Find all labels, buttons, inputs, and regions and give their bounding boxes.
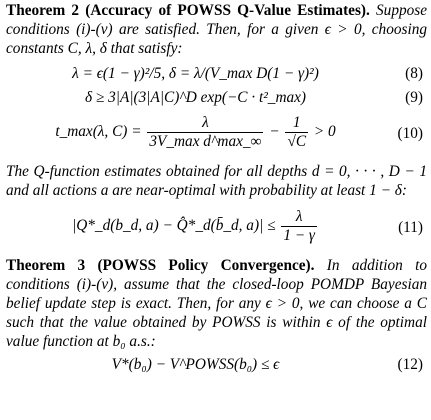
equation-8-body: λ = ϵ(1 − γ)²/5, δ = λ/(V_max D(1 − γ)²) [72,65,319,82]
theorem-2-label: Theorem 2 [6,2,80,19]
equation-12-number: (12) [397,356,423,373]
theorem-3-title: (POWSS Policy Convergence). [97,257,315,274]
equation-11 [6,206,427,250]
equation-10-fraction-2-denominator: √C [287,133,307,150]
equation-10-number: (10) [397,125,423,142]
equation-12 [6,355,427,377]
theorem-2-result: The Q-function estimates obtained for all depths d = 0, · · · , D − 1 and all actions a are near-optimal with probability at least 1 − δ: [6,163,427,199]
equation-12-body: V*(b₀) − V^POWSS(b₀) ≤ ϵ [111,356,280,373]
equation-11-body [6,208,385,245]
equation-11-fraction-denominator: 1 − γ [283,227,315,244]
equation-10-fraction-2 [285,114,308,151]
equation-10-body: t_max(λ, C) = $\frac{\lambda}{\text{3V\_max d\textasciicircum{}max\_∞}}$ − $\frac{1}{√C}$ > 0 [55,114,336,150]
equation-8-number: (8) [405,65,423,82]
equation-9-body: δ ≥ 3|A|(3|A|C)^D exp(−C · t²_max) [84,89,307,106]
equation-10 [6,112,427,156]
equation-11-lhs: |Q*_d(b_d, a) − Q̂*_d(b̄_d, a)| ≤ [72,217,276,235]
theorem-3-body: In addition to conditions (i)-(v), assume that the closed-loop POMDP Bayesian belief update step is exact. Then, for any ϵ > 0, we can choose a C such that the value obtained by POWSS is within ϵ of the optimal value function at b₀ a.s.: [6,257,427,350]
theorem-2-title: (Accuracy of POWSS Q-Value Estimates). [85,2,370,19]
equation-9 [6,88,427,110]
equation-11-number: (11) [398,219,423,236]
equation-11-fraction [281,208,317,245]
theorem-2-intro: Suppose conditions (i)-(v) are satisfied. Then, for a given ϵ > 0, choosing constants C, λ, δ that satisfy: [6,2,428,57]
theorem-2-paragraph [6,1,427,58]
theorem-3-label: Theorem 3 [6,257,86,274]
equation-10-fraction-1-denominator: 3V_max d^max_∞ [149,133,262,150]
equation-10-fraction-1 [147,114,263,151]
equation-9-number: (9) [405,89,423,106]
equation-10-fraction-1-numerator: λ [147,114,263,133]
equation-10-fraction-2-numerator: 1 [285,114,308,133]
theorem-3-paragraph [6,256,427,351]
equation-11-fraction-numerator: λ [281,208,317,227]
equation-10-rhs: > 0 [313,123,336,141]
equation-10-lhs: t_max(λ, C) = [55,123,142,141]
equation-8 [6,64,427,86]
